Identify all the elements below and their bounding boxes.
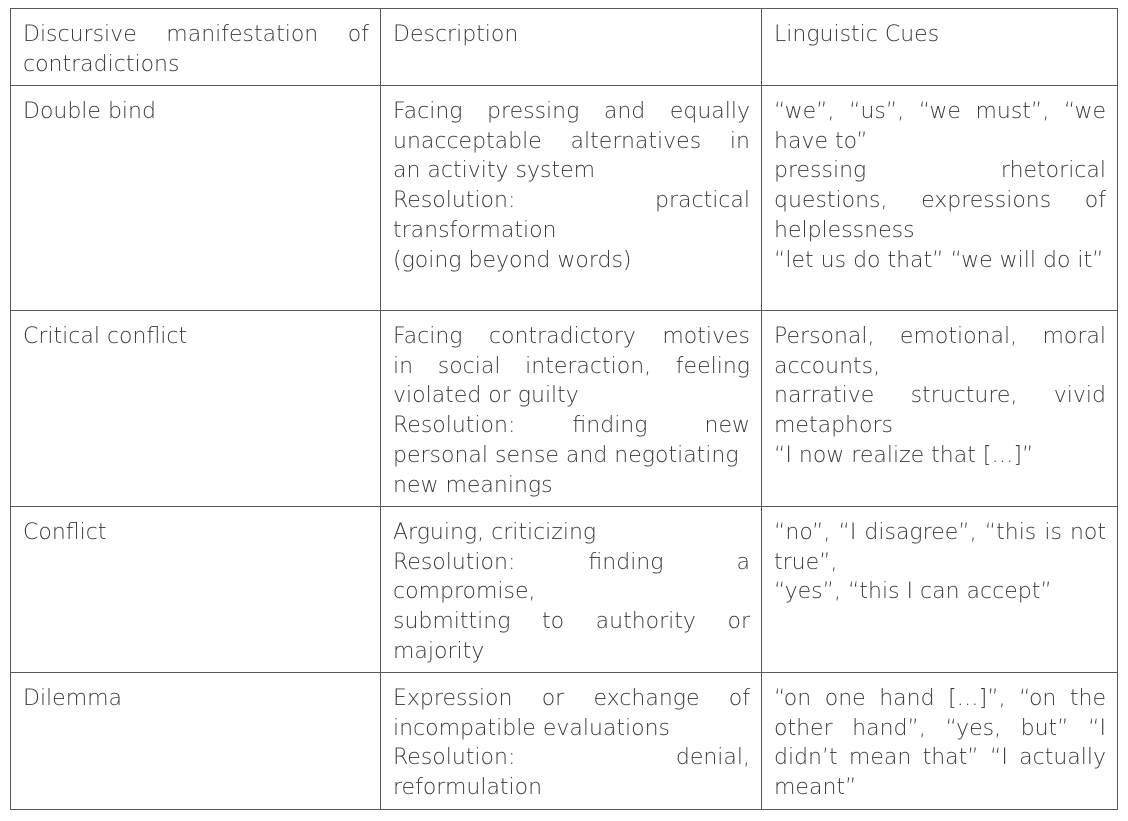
header-row (11, 9, 1118, 86)
description-cell (381, 311, 762, 507)
manifestation-cell (11, 86, 381, 311)
description-line: (going beyond words) (393, 247, 632, 273)
cues-line: questions, expressions of (774, 188, 1106, 214)
description-line: compromise, (393, 579, 536, 605)
cues-line: other hand”, “yes, but” “I (774, 715, 1106, 741)
header-description-label: Description (393, 22, 519, 47)
manifestation-label: Conflict (23, 520, 107, 545)
description-line: Resolution: practical (393, 188, 750, 214)
header-manifestation (11, 9, 381, 86)
description-line: in social interaction, feeling (393, 353, 750, 379)
manifestation-label: Critical conflict (23, 324, 188, 349)
contradictions-table (10, 8, 1118, 810)
manifestation-cell (11, 311, 381, 507)
manifestation-cell (11, 673, 381, 810)
header-cues-label: Linguistic Cues (774, 22, 940, 47)
description-cell (381, 86, 762, 311)
cues-line: “I now realize that […]” (774, 442, 1034, 468)
cues-line: metaphors (774, 413, 893, 439)
description-line: violated or guilty (393, 383, 579, 409)
description-cell (381, 507, 762, 673)
cues-line: didn’t mean that” “I actually (774, 745, 1106, 771)
header-manifestation-line-1: Discursive manifestation of (23, 22, 369, 47)
cues-cell (762, 673, 1118, 810)
description-line: Facing pressing and equally (393, 99, 750, 124)
cues-cell (762, 86, 1118, 311)
manifestation-cell (11, 507, 381, 673)
header-manifestation-line-2: contradictions (23, 51, 180, 77)
cues-line: Personal, emotional, moral (774, 324, 1106, 349)
description-line: Facing contradictory motives (393, 324, 750, 349)
description-line: an activity system (393, 158, 596, 184)
description-line: Resolution: finding a (393, 549, 750, 575)
cues-line: “no”, “I disagree”, “this is not (774, 520, 1106, 545)
header-description (381, 9, 762, 86)
description-line: Arguing, criticizing (393, 520, 597, 545)
cues-line: “yes”, “this I can accept” (774, 579, 1052, 605)
manifestation-label: Dilemma (23, 686, 123, 711)
manifestation-label: Double bind (23, 99, 156, 124)
cues-line: meant” (774, 775, 857, 801)
description-line: majority (393, 638, 485, 664)
table-row (11, 507, 1118, 673)
cues-line: accounts, (774, 353, 881, 379)
description-line: Expression or exchange of (393, 686, 750, 711)
cues-line: “let us do that” “we will do it” (774, 247, 1104, 273)
description-line: new meanings (393, 472, 553, 498)
cues-line: true”, (774, 549, 838, 575)
cues-line: have to” (774, 128, 868, 154)
cues-line: “on one hand […]”, “on the (774, 686, 1106, 711)
description-line: submitting to authority or (393, 609, 750, 635)
cues-cell (762, 507, 1118, 673)
header-cues (762, 9, 1118, 86)
table-row (11, 311, 1118, 507)
description-line: transformation (393, 217, 557, 243)
cues-line: “we”, “us”, “we must”, “we (774, 99, 1106, 124)
description-line: unacceptable alternatives in (393, 128, 750, 154)
description-line: personal sense and negotiating (393, 442, 739, 468)
description-cell (381, 673, 762, 810)
cues-cell (762, 311, 1118, 507)
description-line: reformulation (393, 775, 543, 801)
description-line: Resolution: denial, (393, 745, 750, 771)
table-row (11, 86, 1118, 311)
table-row (11, 673, 1118, 810)
cues-line: helplessness (774, 217, 915, 243)
cues-line: pressing rhetorical (774, 158, 1106, 184)
description-line: incompatible evaluations (393, 715, 671, 741)
cues-line: narrative structure, vivid (774, 383, 1106, 409)
description-line: Resolution: finding new (393, 413, 750, 439)
